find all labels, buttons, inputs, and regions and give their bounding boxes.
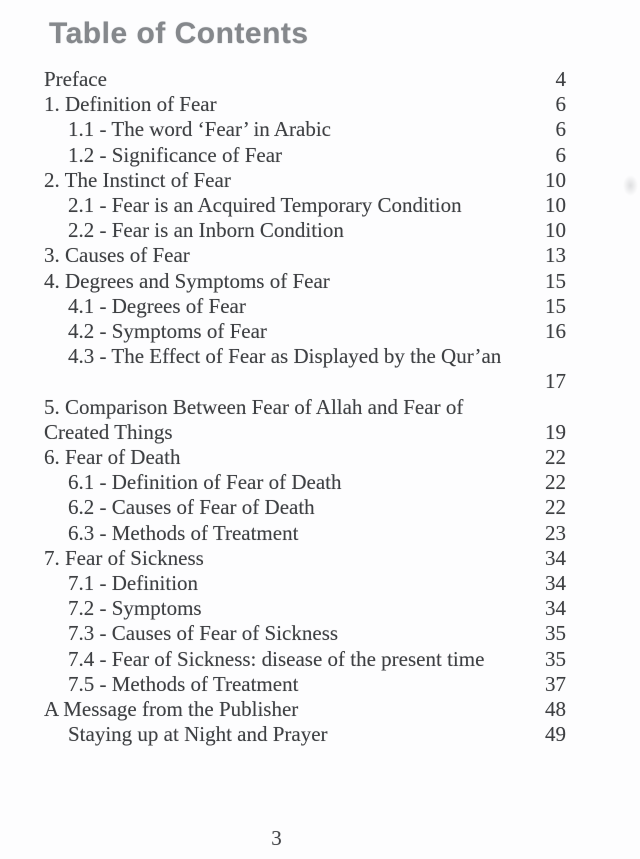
toc-entry-page-number: 34: [545, 571, 566, 596]
toc-entry: [44, 294, 566, 319]
toc-entry: [44, 369, 566, 394]
toc-entry-page-number: 10: [545, 218, 566, 243]
toc-entry-title: 2. The Instinct of Fear: [44, 167, 231, 192]
toc-entry-title: 7.1 - Definition: [68, 571, 199, 596]
toc-entry: [44, 445, 566, 470]
toc-entry-title: Preface: [44, 67, 107, 91]
toc-entry-page-number: 35: [545, 646, 566, 671]
toc-entry-page-number: 10: [545, 193, 566, 218]
toc-list: [44, 67, 566, 747]
page-title: Table of Contents: [49, 17, 309, 50]
toc-entry-page-number: 34: [545, 545, 566, 570]
toc-entry-title: 6. Fear of Death: [44, 445, 181, 470]
toc-entry: [44, 168, 566, 193]
toc-entry-title: 6.3 - Methods of Treatment: [68, 520, 299, 545]
toc-entry-page-number: 15: [545, 268, 566, 293]
toc-entry-title: 4.2 - Symptoms of Fear: [68, 319, 267, 344]
toc-entry: [44, 697, 566, 722]
toc-entry: [44, 218, 566, 243]
toc-entry-page-number: 22: [545, 445, 566, 470]
toc-entry: [44, 647, 566, 672]
toc-entry: [44, 117, 566, 142]
toc-entry-title: 4.3 - The Effect of Fear as Displayed by the Qur’an: [68, 344, 502, 369]
toc-entry-title: 7.4 - Fear of Sickness: disease of the present time: [68, 646, 485, 671]
toc-entry-page-number: 15: [545, 293, 566, 318]
toc-entry-page-number: 48: [545, 697, 566, 722]
toc-entry: [44, 470, 566, 495]
toc-entry-page-number: 6: [555, 117, 566, 142]
toc-entry: [44, 571, 566, 596]
toc-entry: [44, 193, 566, 218]
toc-entry-page-number: 23: [545, 520, 566, 545]
toc-entry-page-number: 13: [545, 243, 566, 268]
toc-entry-title: 4.1 - Degrees of Fear: [68, 293, 246, 318]
toc-entry: [44, 143, 566, 168]
toc-entry-page-number: 35: [545, 621, 566, 646]
toc-entry: [44, 672, 566, 697]
toc-entry-title: 6.1 - Definition of Fear of Death: [68, 470, 342, 495]
toc-entry: [44, 92, 566, 117]
toc-entry-page-number: 6: [555, 92, 566, 117]
toc-entry-page-number: 34: [545, 596, 566, 621]
toc-entry-page-number: 10: [545, 167, 566, 192]
toc-entry-title: 2.1 - Fear is an Acquired Temporary Condition: [68, 193, 462, 218]
toc-entry-title: 7. Fear of Sickness: [44, 545, 204, 570]
toc-entry-page-number: 49: [545, 722, 566, 747]
toc-entry-title: Staying up at Night and Prayer: [68, 722, 328, 747]
toc-entry: [44, 521, 566, 546]
toc-entry-page-number: 16: [545, 319, 566, 344]
toc-entry: [44, 269, 566, 294]
toc-entry: [44, 420, 566, 445]
toc-entry-title: 3. Causes of Fear: [44, 243, 190, 268]
toc-entry-title: Created Things: [44, 419, 173, 444]
toc-entry: [44, 319, 566, 344]
toc-entry: [44, 67, 566, 92]
toc-entry-title: 4. Degrees and Symptoms of Fear: [44, 268, 330, 293]
toc-entry-title: 7.2 - Symptoms: [68, 596, 202, 621]
toc-entry-title: A Message from the Publisher: [44, 697, 299, 722]
toc-entry-page-number: 6: [555, 142, 566, 167]
toc-entry-page-number: 22: [545, 470, 566, 495]
toc-entry-page-number: 4: [555, 67, 566, 91]
toc-entry: [44, 243, 566, 268]
toc-entry: [44, 395, 566, 420]
toc-entry-page-number: 22: [545, 495, 566, 520]
toc-entry: [44, 344, 566, 369]
toc-entry-page-number: 19: [545, 419, 566, 444]
toc-entry: [44, 621, 566, 646]
toc-entry: [44, 722, 566, 747]
toc-entry: [44, 596, 566, 621]
toc-entry: [44, 546, 566, 571]
toc-entry: [44, 495, 566, 520]
toc-entry-title: 7.3 - Causes of Fear of Sickness: [68, 621, 339, 646]
toc-entry-page-number: 17: [545, 369, 566, 394]
toc-entry-title: 1. Definition of Fear: [44, 92, 217, 117]
toc-entry-title: 7.5 - Methods of Treatment: [68, 671, 299, 696]
toc-entry-page-number: 37: [545, 671, 566, 696]
toc-entry-title: 1.1 - The word ‘Fear’ in Arabic: [68, 117, 332, 142]
page-number: 3: [271, 826, 282, 850]
toc-entry-title: 1.2 - Significance of Fear: [68, 142, 283, 167]
toc-entry-title: 6.2 - Causes of Fear of Death: [68, 495, 315, 520]
toc-entry-title: 2.2 - Fear is an Inborn Condition: [68, 218, 344, 243]
scan-smudge: [623, 175, 638, 196]
toc-entry-title: 5. Comparison Between Fear of Allah and Fear of: [44, 394, 464, 419]
